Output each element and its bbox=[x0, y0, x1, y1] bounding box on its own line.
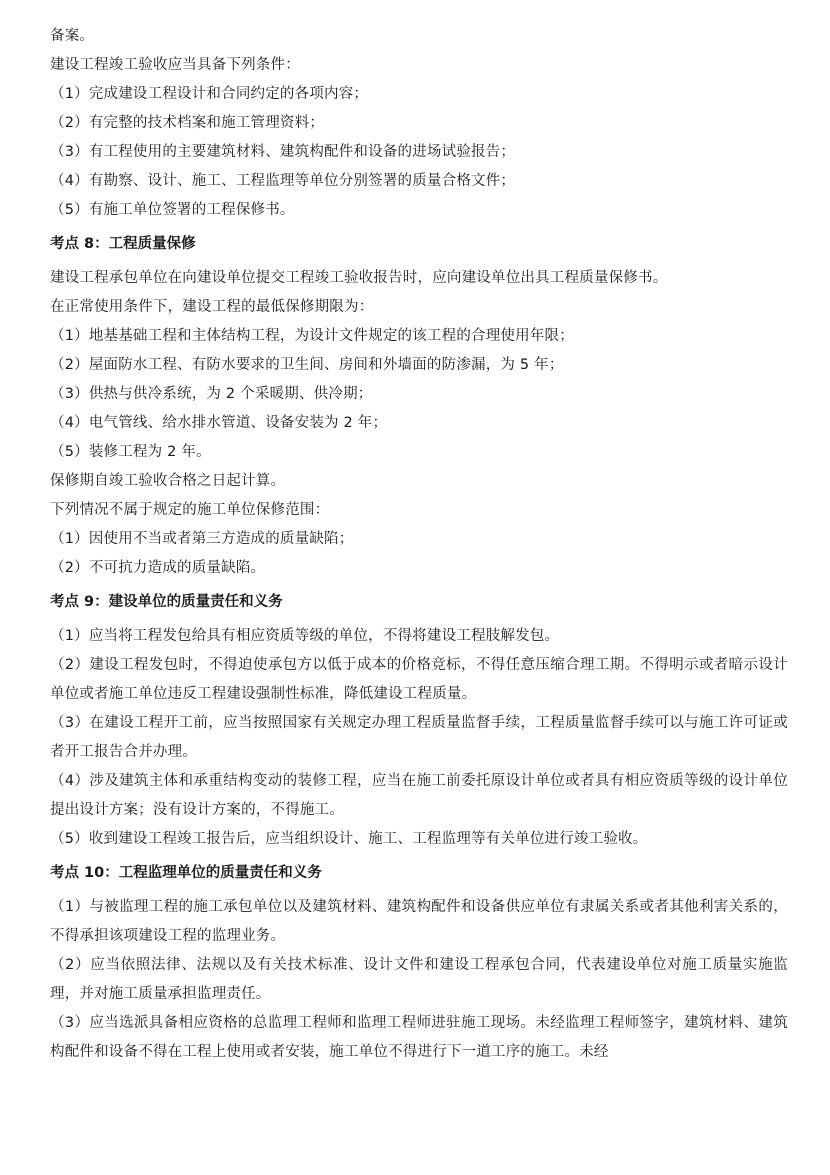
paragraph: 下列情况不属于规定的施工单位保修范围： bbox=[50, 502, 330, 518]
list-item: （3）有工程使用的主要建筑材料、建筑构配件和设备的进场试验报告； bbox=[50, 144, 516, 160]
text-line: 建设工程竣工验收应当具备下列条件： bbox=[50, 57, 300, 73]
list-item: （1）应当将工程发包给具有相应资质等级的单位，不得将建设工程肢解发包。 bbox=[50, 628, 560, 644]
list-item: （3）在建设工程开工前，应当按照国家有关规定办理工程质量监督手续，工程质量监督手续可以与施工许可证或者开工报告合并办理。 bbox=[50, 715, 788, 760]
list-item: （1）完成建设工程设计和合同约定的各项内容； bbox=[50, 86, 369, 102]
list-item: （1）因使用不当或者第三方造成的质量缺陷； bbox=[50, 531, 354, 547]
section-8 bbox=[50, 230, 790, 583]
paragraph: 在正常使用条件下，建设工程的最低保修期限为： bbox=[50, 299, 374, 315]
section-heading: 考点 8：工程质量保修 bbox=[50, 236, 196, 252]
list-item: （1）地基基础工程和主体结构工程，为设计文件规定的该工程的合理使用年限； bbox=[50, 328, 574, 344]
list-item: （2）建设工程发包时，不得迫使承包方以低于成本的价格竞标，不得任意压缩合理工期。不得明示或者暗示设计单位或者施工单位违反工程建设强制性标准，降低建设工程质量。 bbox=[50, 657, 788, 702]
list-item: （4）电气管线、给水排水管道、设备安装为 2 年； bbox=[50, 415, 388, 431]
list-item: （5）有施工单位签署的工程保修书。 bbox=[50, 202, 295, 218]
section-heading: 考点 10：工程监理单位的质量责任和义务 bbox=[50, 865, 322, 881]
list-item: （1）与被监理工程的施工承包单位以及建筑材料、建筑构配件和设备供应单位有隶属关系或者其他利害关系的，不得承担该项建设工程的监理业务。 bbox=[50, 899, 788, 944]
list-item: （4）涉及建筑主体和承重结构变动的装修工程，应当在施工前委托原设计单位或者具有相应资质等级的设计单位提出设计方案；没有设计方案的，不得施工。 bbox=[50, 773, 788, 818]
paragraph: 保修期自竣工验收合格之日起计算。 bbox=[50, 473, 286, 489]
list-item: （3）应当选派具备相应资格的总监理工程师和监理工程师进驻施工现场。未经监理工程师签字，建筑材料、建筑构配件和设备不得在工程上使用或者安装，施工单位不得进行下一道工序的施工。未经 bbox=[50, 1015, 788, 1060]
list-item: （4）有勘察、设计、施工、工程监理等单位分别签署的质量合格文件； bbox=[50, 173, 516, 189]
list-item: （5）收到建设工程竣工报告后，应当组织设计、施工、工程监理等有关单位进行竣工验收。 bbox=[50, 831, 648, 847]
list-item: （5）装修工程为 2 年。 bbox=[50, 444, 211, 460]
paragraph: 建设工程承包单位在向建设单位提交工程竣工验收报告时，应向建设单位出具工程质量保修书。 bbox=[50, 270, 668, 286]
list-item: （2）不可抗力造成的质量缺陷。 bbox=[50, 560, 266, 576]
block-acceptance-conditions bbox=[50, 22, 790, 225]
list-item: （2）有完整的技术档案和施工管理资料； bbox=[50, 115, 325, 131]
section-9 bbox=[50, 588, 790, 854]
list-item: （2）应当依照法律、法规以及有关技术标准、设计文件和建设工程承包合同，代表建设单位对施工质量实施监理，并对施工质量承担监理责任。 bbox=[50, 957, 788, 1002]
list-item: （3）供热与供冷系统，为 2 个采暖期、供冷期； bbox=[50, 386, 373, 402]
text-line: 备案。 bbox=[50, 28, 95, 44]
section-heading: 考点 9：建设单位的质量责任和义务 bbox=[50, 594, 283, 610]
list-item: （2）屋面防水工程、有防水要求的卫生间、房间和外墙面的防渗漏，为 5 年； bbox=[50, 357, 564, 373]
section-10 bbox=[50, 859, 790, 1067]
